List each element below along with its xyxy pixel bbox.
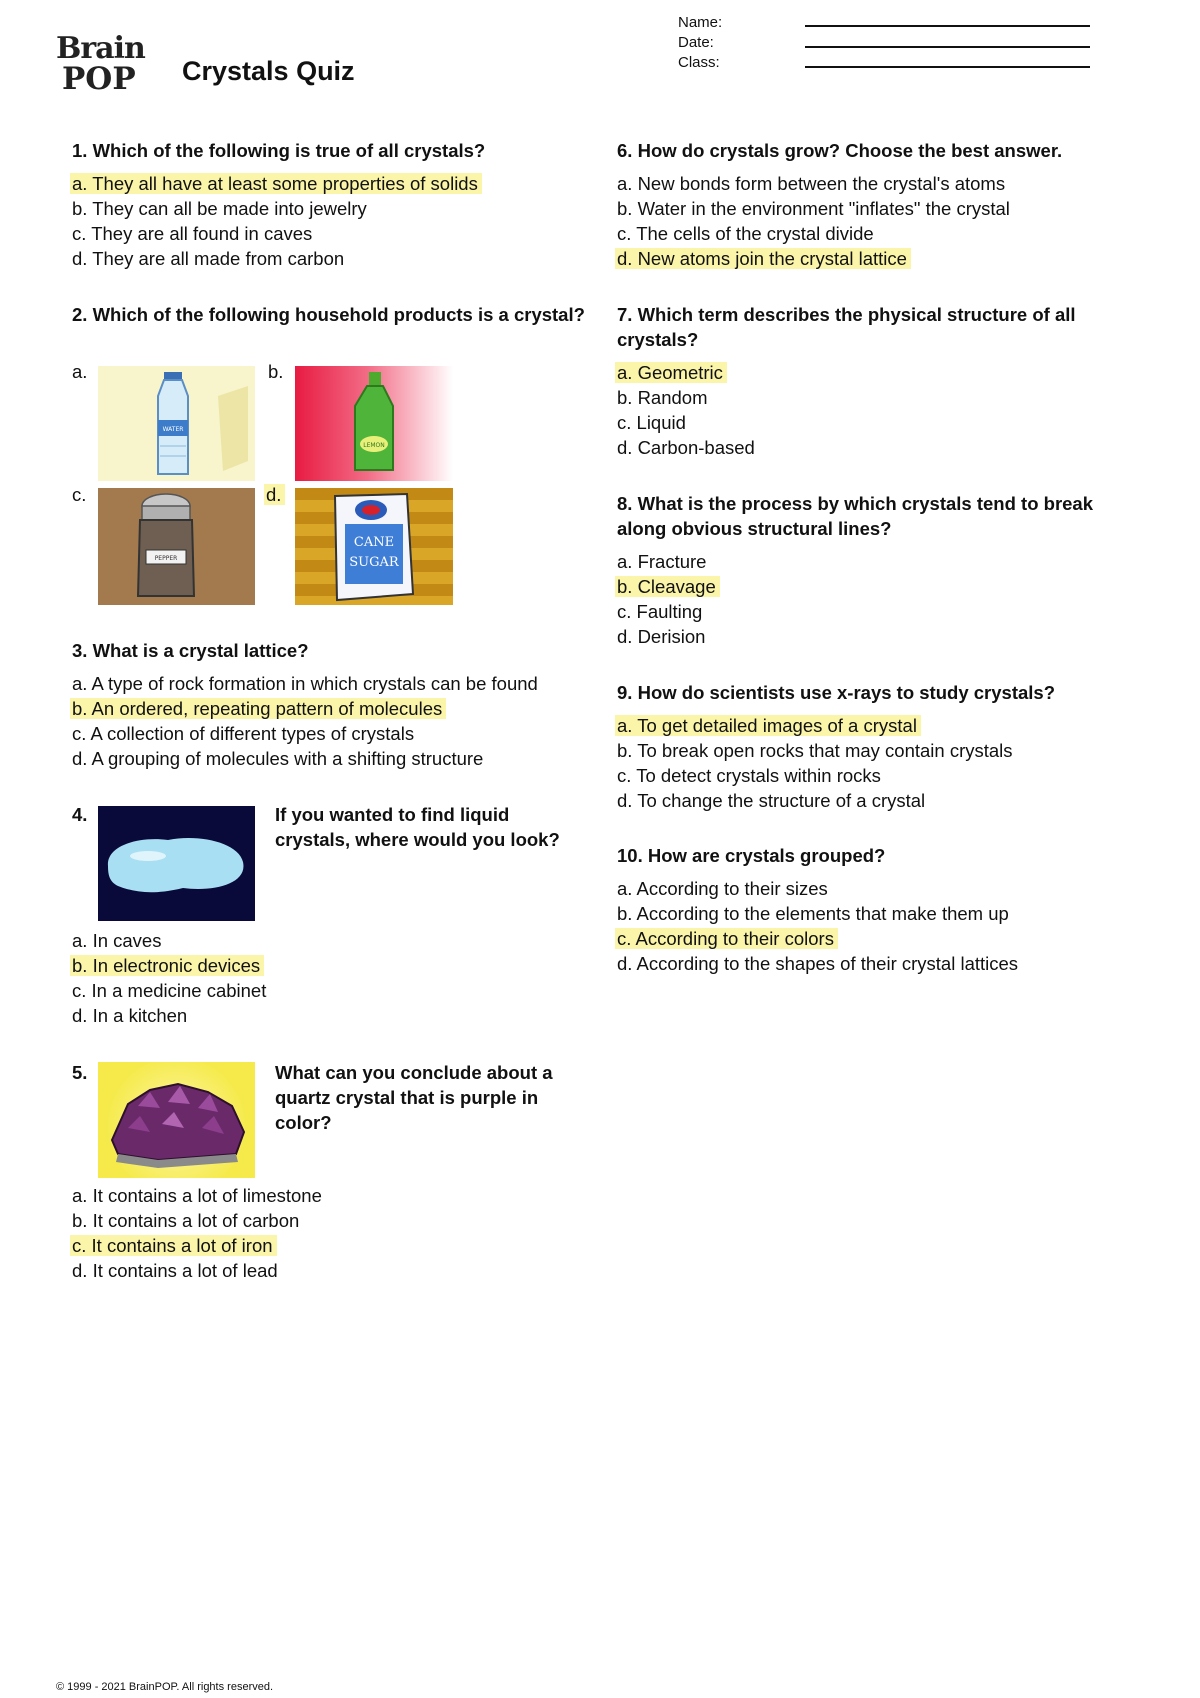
option-d[interactable]: d. It contains a lot of lead (72, 1260, 278, 1281)
option-c[interactable]: c. Liquid (617, 412, 686, 433)
option-b[interactable]: b. Cleavage (617, 574, 1093, 599)
amethyst-crystal-icon (98, 1062, 255, 1178)
dish-soap-option[interactable] (295, 366, 453, 481)
question-8 (617, 491, 1093, 649)
option-c[interactable]: c. A collection of different types of crystals (72, 723, 415, 744)
option-a[interactable]: a. In caves (72, 930, 162, 951)
option-d[interactable]: d. To change the structure of a crystal (617, 790, 926, 811)
pepper-label: PEPPER (154, 555, 178, 562)
option-b[interactable]: b. Water in the environment "inflates" the crystal (617, 198, 1010, 219)
question-7 (617, 302, 1076, 460)
option-c[interactable]: c. The cells of the crystal divide (617, 223, 874, 244)
question-4-number: 4. (72, 804, 88, 825)
option-c-letter: c. (72, 484, 87, 505)
question-4-options (72, 928, 266, 1028)
option-a[interactable]: a. A type of rock formation in which crystals can be found (72, 673, 538, 694)
question-1 (72, 138, 485, 271)
student-info (678, 13, 722, 73)
water-bottle-icon (98, 366, 255, 481)
question-text: 8. What is the process by which crystals tend to break (617, 493, 1094, 514)
option-d[interactable]: d. New atoms join the crystal lattice (617, 246, 1062, 271)
pepper-shaker-option[interactable] (98, 488, 255, 605)
name-field-line[interactable] (805, 25, 1090, 27)
option-b[interactable]: b. In electronic devices (72, 953, 266, 978)
option-c[interactable]: c. To detect crystals within rocks (617, 765, 881, 786)
option-a[interactable]: a. New bonds form between the crystal's atoms (617, 173, 1006, 194)
logo-line-2: POP (62, 61, 136, 97)
option-a[interactable]: a. To get detailed images of a crystal (617, 713, 1055, 738)
class-field-line[interactable] (805, 66, 1090, 68)
option-d[interactable]: d. According to the shapes of their crystal lattices (617, 953, 1019, 974)
option-c[interactable]: c. According to their colors (617, 926, 1018, 951)
question-text-cont: crystals? (617, 329, 699, 350)
question-4-text: If you wanted to find liquid crystals, where would you look? (275, 804, 560, 850)
option-a[interactable]: a. According to their sizes (617, 878, 828, 899)
option-a-letter: a. (72, 361, 88, 382)
question-text: 10. How are crystals grouped? (617, 845, 886, 866)
option-c[interactable]: c. It contains a lot of iron (72, 1233, 322, 1258)
question-3 (72, 638, 538, 771)
date-label: Date: (678, 34, 714, 51)
option-b[interactable]: b. They can all be made into jewelry (72, 198, 367, 219)
question-10 (617, 843, 1018, 976)
option-d-letter: d. (266, 484, 285, 506)
option-b[interactable]: b. Random (617, 387, 708, 408)
question-text: 2. Which of the following household products is a crystal? (72, 304, 585, 325)
option-b-letter: b. (268, 361, 284, 382)
question-text: 7. Which term describes the physical structure of all (617, 304, 1076, 325)
water-label: WATER (162, 426, 184, 433)
question-5-text: What can you conclude about a quartz crystal that is purple in color? (275, 1062, 553, 1133)
question-5-options (72, 1183, 322, 1283)
question-9 (617, 680, 1055, 813)
amethyst-image (98, 1062, 255, 1178)
question-text: 1. Which of the following is true of all crystals? (72, 140, 486, 161)
liquid-image (98, 806, 255, 921)
option-c[interactable]: c. Faulting (617, 601, 703, 622)
question-text-cont: along obvious structural lines? (617, 518, 892, 539)
brainpop-logo (56, 31, 156, 97)
option-b[interactable]: b. An ordered, repeating pattern of molecules (72, 696, 538, 721)
option-c[interactable]: c. They are all found in caves (72, 223, 313, 244)
option-d[interactable]: d. They are all made from carbon (72, 248, 345, 269)
cane-sugar-option[interactable] (295, 488, 453, 605)
option-b[interactable]: b. It contains a lot of carbon (72, 1210, 300, 1231)
dish-soap-bottle-icon (295, 366, 453, 481)
option-a[interactable]: a. Fracture (617, 551, 707, 572)
water-bottle-option[interactable] (98, 366, 255, 481)
question-5-number: 5. (72, 1062, 88, 1083)
option-b[interactable]: b. According to the elements that make them up (617, 903, 1009, 924)
option-d[interactable]: d. A grouping of molecules with a shifting structure (72, 748, 484, 769)
page-title: Crystals Quiz (182, 56, 355, 86)
option-a[interactable]: a. Geometric (617, 360, 1076, 385)
question-6 (617, 138, 1062, 271)
option-a[interactable]: a. They all have at least some properties of solids (72, 171, 485, 196)
question-text: 6. How do crystals grow? Choose the best answer. (617, 140, 1063, 161)
question-2 (72, 302, 592, 335)
option-d[interactable]: d. In a kitchen (72, 1005, 188, 1026)
question-text: 3. What is a crystal lattice? (72, 640, 309, 661)
cane-label: CANE (353, 535, 395, 550)
option-c[interactable]: c. In a medicine cabinet (72, 980, 267, 1001)
cane-sugar-bag-icon (295, 488, 453, 605)
lemon-label: LEMON (363, 442, 385, 449)
option-b[interactable]: b. To break open rocks that may contain crystals (617, 740, 1013, 761)
option-d[interactable]: d. Derision (617, 626, 706, 647)
logo-line-1: Brain (56, 31, 145, 66)
question-text: 9. How do scientists use x-rays to study crystals? (617, 682, 1055, 703)
option-d[interactable]: d. Carbon-based (617, 437, 755, 458)
option-a[interactable]: a. It contains a lot of limestone (72, 1185, 322, 1206)
copyright-footer: © 1999 - 2021 BrainPOP. All rights reserved. (56, 1681, 274, 1693)
sugar-label: SUGAR (349, 555, 399, 570)
class-label: Class: (678, 54, 720, 71)
name-label: Name: (678, 14, 723, 31)
pepper-shaker-icon (98, 488, 255, 605)
liquid-puddle-icon (98, 806, 255, 921)
date-field-line[interactable] (805, 46, 1090, 48)
